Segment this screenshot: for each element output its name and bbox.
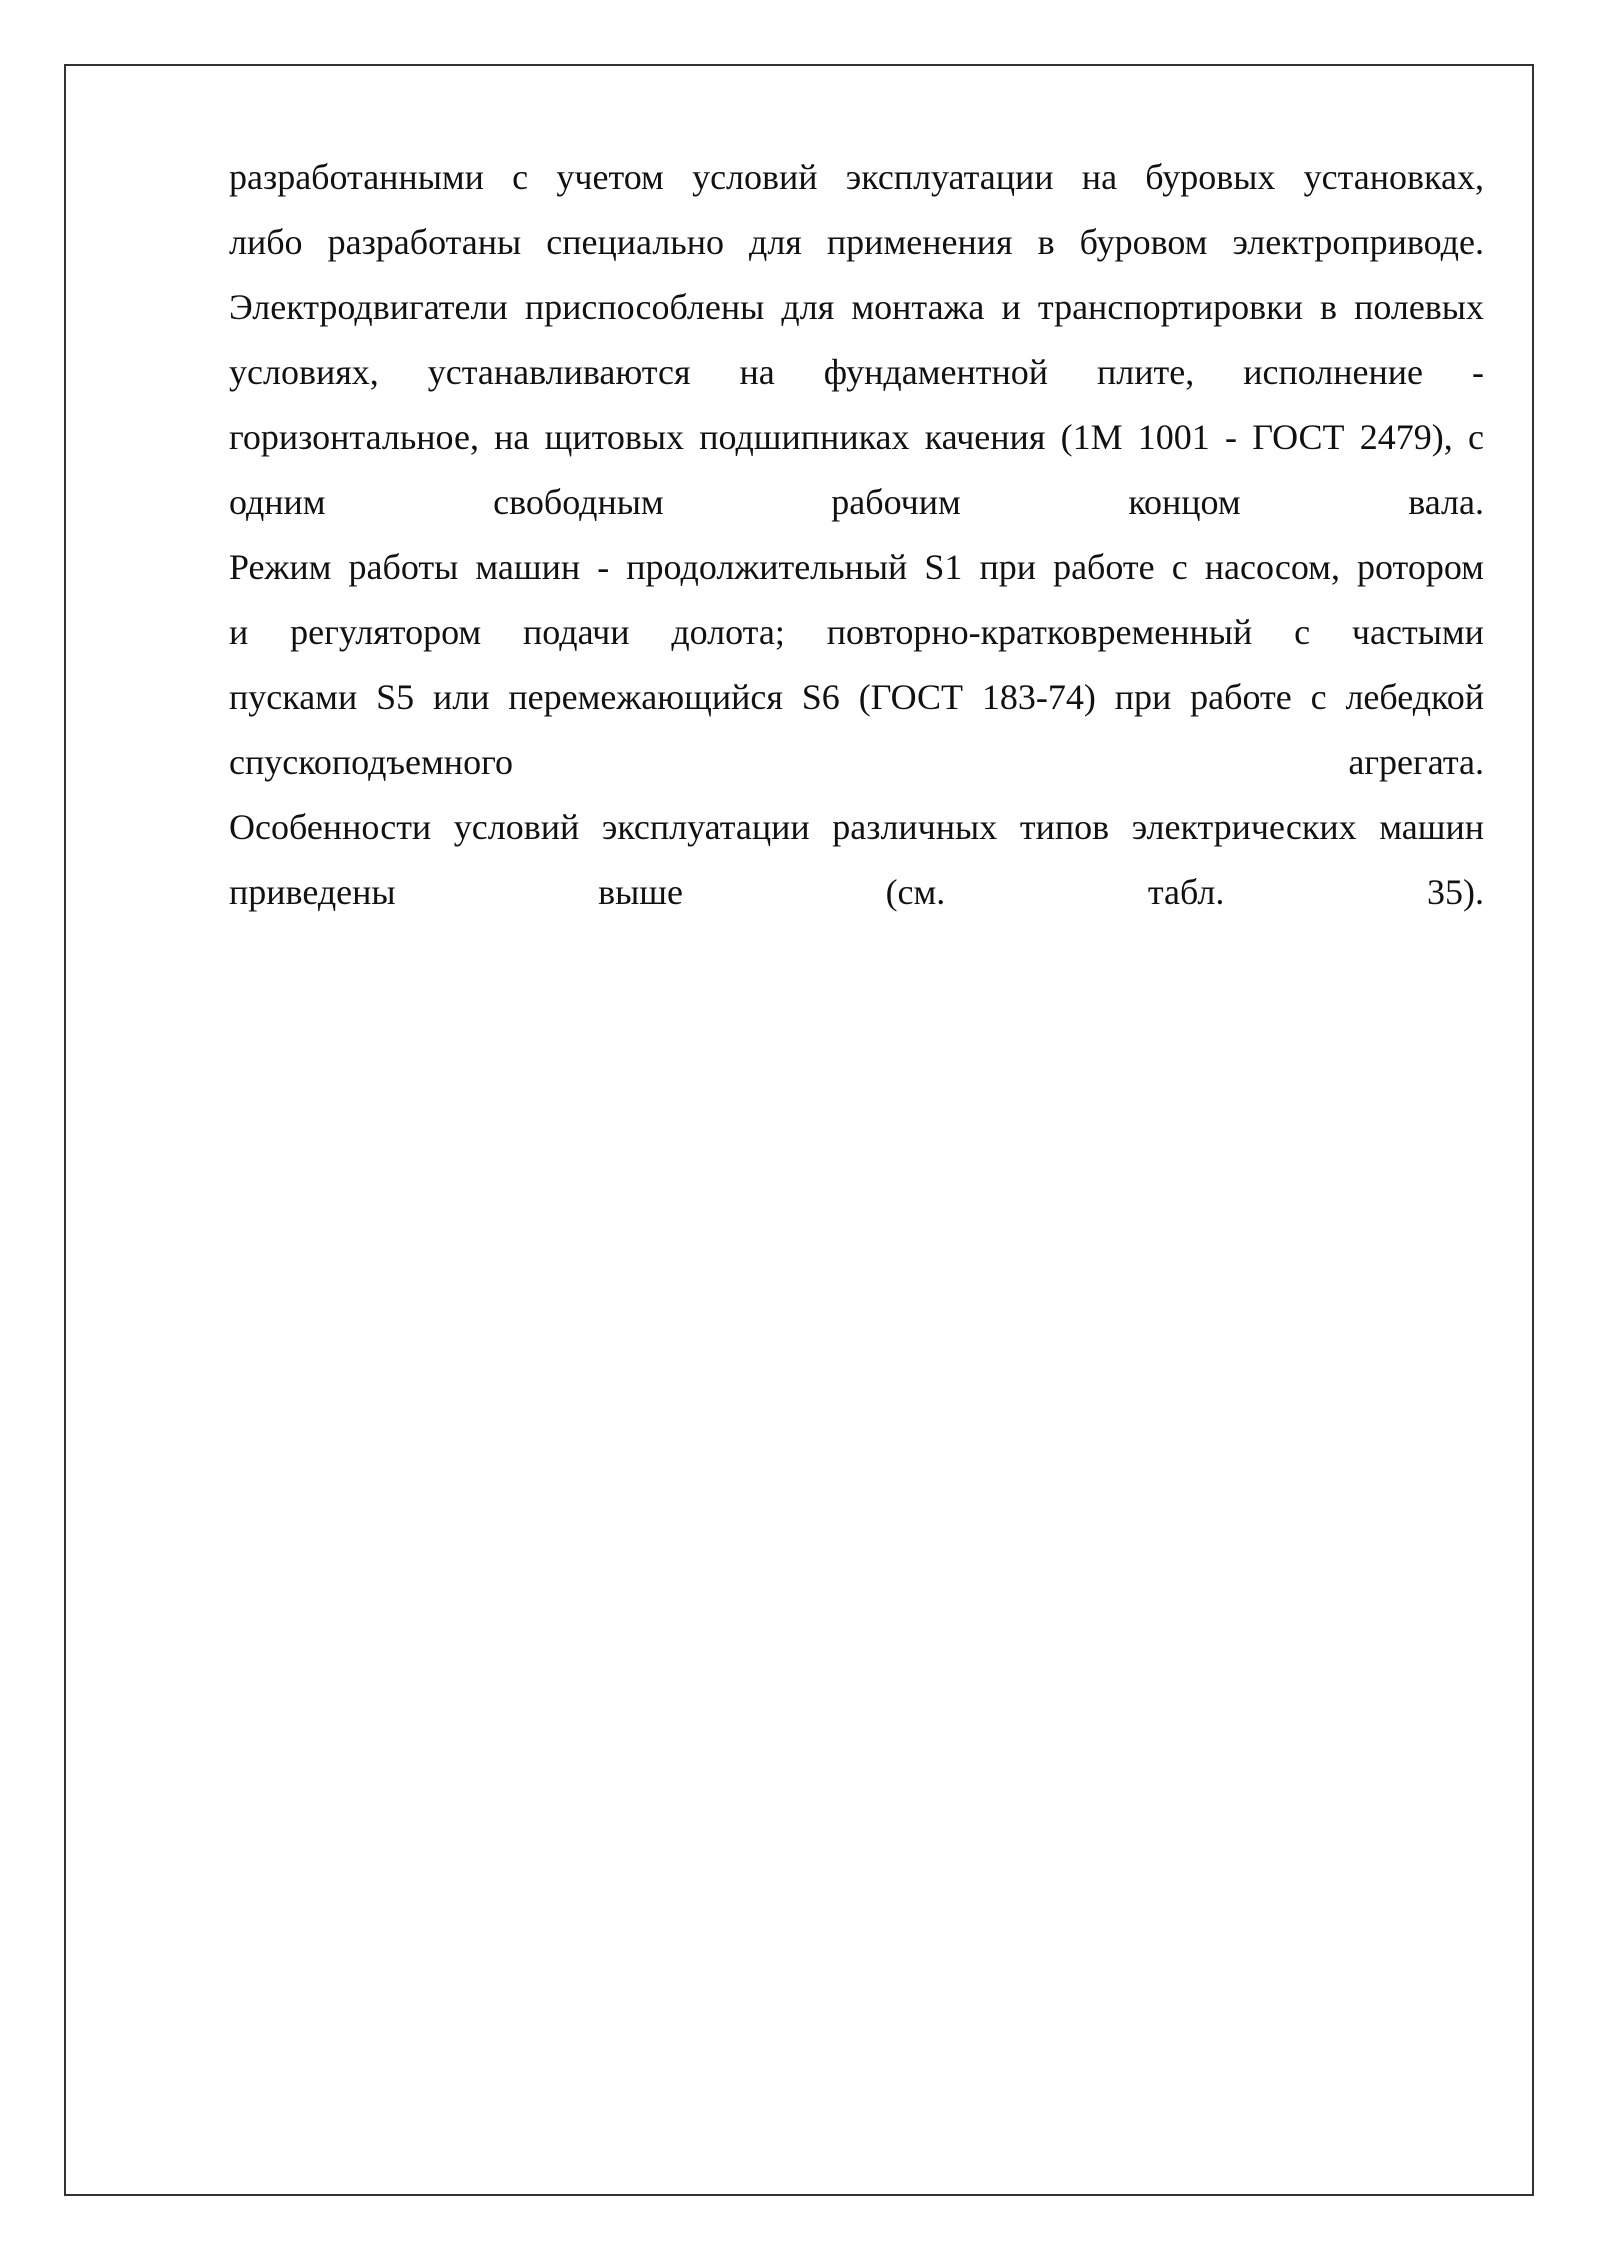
word: одним (229, 482, 326, 522)
word: спускоподъемного (229, 742, 513, 782)
word: ГОСТ (1252, 417, 1345, 457)
word: 35). (1426, 872, 1484, 912)
word: (см. (885, 872, 946, 912)
text-line (229, 275, 1484, 340)
word: агрегата. (1348, 742, 1484, 782)
word: S6 (801, 677, 840, 717)
word: 2479), (1359, 417, 1453, 457)
text-line (229, 860, 1484, 925)
word: устанавливаются (427, 352, 691, 392)
word: применения (826, 222, 1013, 262)
word: монтажа (851, 287, 985, 327)
word: специально (546, 222, 724, 262)
word: с (1294, 612, 1311, 652)
word: S1 (924, 547, 963, 587)
text-line (229, 210, 1484, 275)
word: (1М (1060, 417, 1123, 457)
word: на (739, 352, 775, 392)
word: вала. (1408, 482, 1484, 522)
word: на (1081, 157, 1118, 197)
word: горизонтальное, (229, 417, 479, 457)
word: пусками (229, 677, 358, 717)
word: приведены (229, 872, 396, 912)
word: учетом (556, 157, 664, 197)
word: с (1171, 547, 1188, 587)
word: насосом, (1204, 547, 1340, 587)
text-line (229, 535, 1484, 600)
word: подачи (523, 612, 630, 652)
word: или (433, 677, 490, 717)
word: - (597, 547, 610, 587)
text-line (229, 340, 1484, 405)
word: фундаментной (823, 352, 1049, 392)
word: выше (598, 872, 684, 912)
word: типов (1019, 807, 1110, 847)
text-line (229, 795, 1484, 860)
word: Режим (229, 547, 332, 587)
word: в (1319, 287, 1337, 327)
word: установках, (1303, 157, 1484, 197)
word: эксплуатации (601, 807, 810, 847)
word: табл. (1147, 872, 1225, 912)
word: повторно-кратковременный (826, 612, 1253, 652)
word: электроприводе. (1232, 222, 1484, 262)
word: продолжительный (626, 547, 908, 587)
text-line (229, 405, 1484, 470)
word: - (1224, 417, 1237, 457)
word: транспортировки (1037, 287, 1303, 327)
word: перемежающийся (508, 677, 783, 717)
word: условиях, (229, 352, 379, 392)
word: S5 (376, 677, 415, 717)
body-text (229, 145, 1484, 925)
word: с (512, 157, 529, 197)
word: плите, (1097, 352, 1195, 392)
word: исполнение (1243, 352, 1423, 392)
word: щитовых (544, 417, 685, 457)
text-line (229, 600, 1484, 665)
word: 1001 (1137, 417, 1210, 457)
word: разработаны (327, 222, 522, 262)
text-line (229, 470, 1484, 535)
word: и (1001, 287, 1021, 327)
text-line (229, 145, 1484, 210)
word: Электродвигатели (229, 287, 508, 327)
word: качения (924, 417, 1046, 457)
word: условий (692, 157, 818, 197)
word: в (1037, 222, 1055, 262)
word: электрических (1131, 807, 1357, 847)
text-line (229, 730, 1484, 795)
text-line (229, 665, 1484, 730)
word: Особенности (229, 807, 432, 847)
word: на (494, 417, 530, 457)
word: при (979, 547, 1036, 587)
word: 183-74) (981, 677, 1096, 717)
word: либо (229, 222, 303, 262)
word: различных (832, 807, 998, 847)
word: при (1114, 677, 1172, 717)
word: лебедкой (1345, 677, 1484, 717)
word: работе (1190, 677, 1292, 717)
word: буровом (1079, 222, 1208, 262)
word: (ГОСТ (858, 677, 964, 717)
word: с (1310, 677, 1327, 717)
word: и (229, 612, 249, 652)
word: свободным (493, 482, 664, 522)
word: условий (453, 807, 580, 847)
word: эксплуатации (845, 157, 1054, 197)
word: долота; (671, 612, 785, 652)
word: разработанными (229, 157, 484, 197)
word: ротором (1357, 547, 1484, 587)
word: работе (1053, 547, 1155, 587)
word: машин (475, 547, 581, 587)
word: с (1467, 417, 1484, 457)
word: частыми (1351, 612, 1484, 652)
word: для (749, 222, 802, 262)
word: - (1471, 352, 1484, 392)
word: регулятором (290, 612, 482, 652)
word: приспособлены (524, 287, 765, 327)
word: буровых (1145, 157, 1276, 197)
word: машин (1379, 807, 1484, 847)
word: для (781, 287, 835, 327)
word: работы (348, 547, 459, 587)
word: полевых (1354, 287, 1484, 327)
word: подшипниках (699, 417, 910, 457)
word: рабочим (831, 482, 961, 522)
word: концом (1128, 482, 1241, 522)
